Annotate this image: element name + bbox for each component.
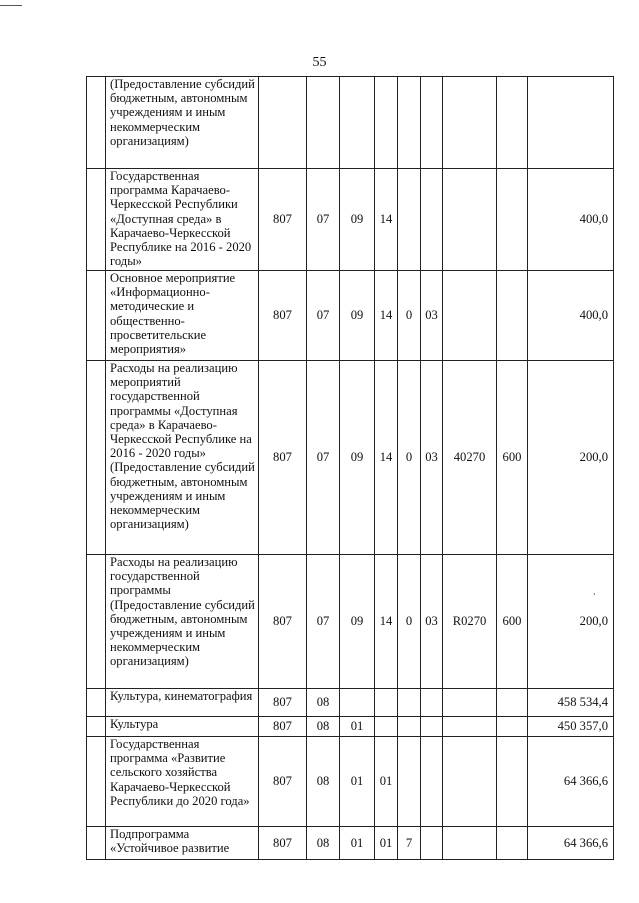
- description-cell: Культура: [106, 717, 259, 737]
- expense-type-cell: [497, 77, 528, 169]
- ministry-code-cell: [259, 77, 307, 169]
- stray-mark: ,: [593, 586, 596, 597]
- program-cell: 14: [375, 271, 398, 361]
- index-cell: [87, 271, 106, 361]
- subprogram-cell: [398, 689, 421, 717]
- subprogram-cell: [398, 737, 421, 827]
- section-cell: [307, 77, 340, 169]
- index-cell: [87, 361, 106, 555]
- amount-cell: 400,0: [528, 169, 614, 271]
- section-cell: 07: [307, 361, 340, 555]
- section-cell: 07: [307, 555, 340, 689]
- direction-code-cell: [443, 717, 497, 737]
- ministry-code-cell: 807: [259, 717, 307, 737]
- direction-code-cell: R0270: [443, 555, 497, 689]
- direction-code-cell: [443, 77, 497, 169]
- table-row: [87, 717, 614, 737]
- ministry-code-cell: 807: [259, 361, 307, 555]
- section-cell: 08: [307, 827, 340, 860]
- index-cell: [87, 77, 106, 169]
- program-cell: 14: [375, 361, 398, 555]
- amount-cell: 458 534,4: [528, 689, 614, 717]
- subsection-cell: 09: [340, 271, 375, 361]
- index-cell: [87, 717, 106, 737]
- expense-type-cell: 600: [497, 555, 528, 689]
- subprogram-cell: [398, 77, 421, 169]
- index-cell: [87, 737, 106, 827]
- table-row: [87, 737, 614, 827]
- amount-cell: 64 366,6: [528, 737, 614, 827]
- event-cell: [421, 737, 443, 827]
- index-cell: [87, 827, 106, 860]
- amount-cell: 450 357,0: [528, 717, 614, 737]
- table-row: [87, 361, 614, 555]
- subsection-cell: 09: [340, 555, 375, 689]
- amount-cell: 200,0: [528, 555, 614, 689]
- direction-code-cell: [443, 271, 497, 361]
- scan-edge-mark: [0, 5, 22, 6]
- amount-cell: 64 366,6: [528, 827, 614, 860]
- ministry-code-cell: 807: [259, 737, 307, 827]
- subprogram-cell: 0: [398, 271, 421, 361]
- subsection-cell: [340, 77, 375, 169]
- subprogram-cell: 0: [398, 555, 421, 689]
- table-row: [87, 689, 614, 717]
- program-cell: 01: [375, 827, 398, 860]
- expense-type-cell: [497, 689, 528, 717]
- description-cell: Подпрограмма «Устойчивое развитие: [106, 827, 259, 860]
- direction-code-cell: [443, 169, 497, 271]
- section-cell: 08: [307, 737, 340, 827]
- table-row: [87, 77, 614, 169]
- table-row: [87, 555, 614, 689]
- direction-code-cell: 40270: [443, 361, 497, 555]
- amount-cell: 400,0: [528, 271, 614, 361]
- subsection-cell: 01: [340, 737, 375, 827]
- ministry-code-cell: 807: [259, 169, 307, 271]
- subprogram-cell: [398, 169, 421, 271]
- subsection-cell: 01: [340, 717, 375, 737]
- description-cell: Расходы на реализацию государственной программы (Предоставление субсидий бюджетным, автономным учреждениям и иным некоммерческим организациям): [106, 555, 259, 689]
- event-cell: [421, 827, 443, 860]
- amount-cell: [528, 77, 614, 169]
- program-cell: 01: [375, 737, 398, 827]
- program-cell: 14: [375, 555, 398, 689]
- subprogram-cell: [398, 717, 421, 737]
- description-cell: Культура, кинематография: [106, 689, 259, 717]
- section-cell: 08: [307, 689, 340, 717]
- description-cell: (Предоставление субсидий бюджетным, автономным учреждениям и иным некоммерческим организациям): [106, 77, 259, 169]
- program-cell: [375, 717, 398, 737]
- index-cell: [87, 689, 106, 717]
- budget-table: [86, 76, 614, 860]
- ministry-code-cell: 807: [259, 827, 307, 860]
- expense-type-cell: [497, 271, 528, 361]
- section-cell: 07: [307, 271, 340, 361]
- expense-type-cell: [497, 717, 528, 737]
- description-cell: Государственная программа «Развитие сельского хозяйства Карачаево-Черкесской Республики до 2020 года»: [106, 737, 259, 827]
- subprogram-cell: 7: [398, 827, 421, 860]
- table-row: [87, 827, 614, 860]
- section-cell: 08: [307, 717, 340, 737]
- event-cell: [421, 689, 443, 717]
- expense-type-cell: [497, 737, 528, 827]
- index-cell: [87, 555, 106, 689]
- ministry-code-cell: 807: [259, 689, 307, 717]
- index-cell: [87, 169, 106, 271]
- subsection-cell: 09: [340, 169, 375, 271]
- page-number: 55: [312, 55, 327, 70]
- description-cell: Государственная программа Карачаево-Черкесской Республики «Доступная среда» в Карачаево-Черкесской Республике на 2016 - 2020 годы»: [106, 169, 259, 271]
- program-cell: [375, 689, 398, 717]
- subsection-cell: [340, 689, 375, 717]
- expense-type-cell: 600: [497, 361, 528, 555]
- description-cell: Расходы на реализацию мероприятий государственной программы «Доступная среда» в Карачаево-Черкесской Республике на 2016 - 2020 годы» (Предоставление субсидий бюджетным, автономным учреждениям и иным некоммерческим организациям): [106, 361, 259, 555]
- event-cell: [421, 717, 443, 737]
- subsection-cell: 09: [340, 361, 375, 555]
- expense-type-cell: [497, 827, 528, 860]
- program-cell: [375, 77, 398, 169]
- event-cell: 03: [421, 361, 443, 555]
- event-cell: [421, 169, 443, 271]
- event-cell: [421, 77, 443, 169]
- program-cell: 14: [375, 169, 398, 271]
- description-cell: Основное мероприятие «Информационно-методические и общественно-просветительские мероприятия»: [106, 271, 259, 361]
- event-cell: 03: [421, 555, 443, 689]
- table-row: [87, 271, 614, 361]
- event-cell: 03: [421, 271, 443, 361]
- subprogram-cell: 0: [398, 361, 421, 555]
- amount-cell: 200,0: [528, 361, 614, 555]
- direction-code-cell: [443, 737, 497, 827]
- ministry-code-cell: 807: [259, 555, 307, 689]
- ministry-code-cell: 807: [259, 271, 307, 361]
- table-row: [87, 169, 614, 271]
- expense-type-cell: [497, 169, 528, 271]
- direction-code-cell: [443, 827, 497, 860]
- subsection-cell: 01: [340, 827, 375, 860]
- section-cell: 07: [307, 169, 340, 271]
- direction-code-cell: [443, 689, 497, 717]
